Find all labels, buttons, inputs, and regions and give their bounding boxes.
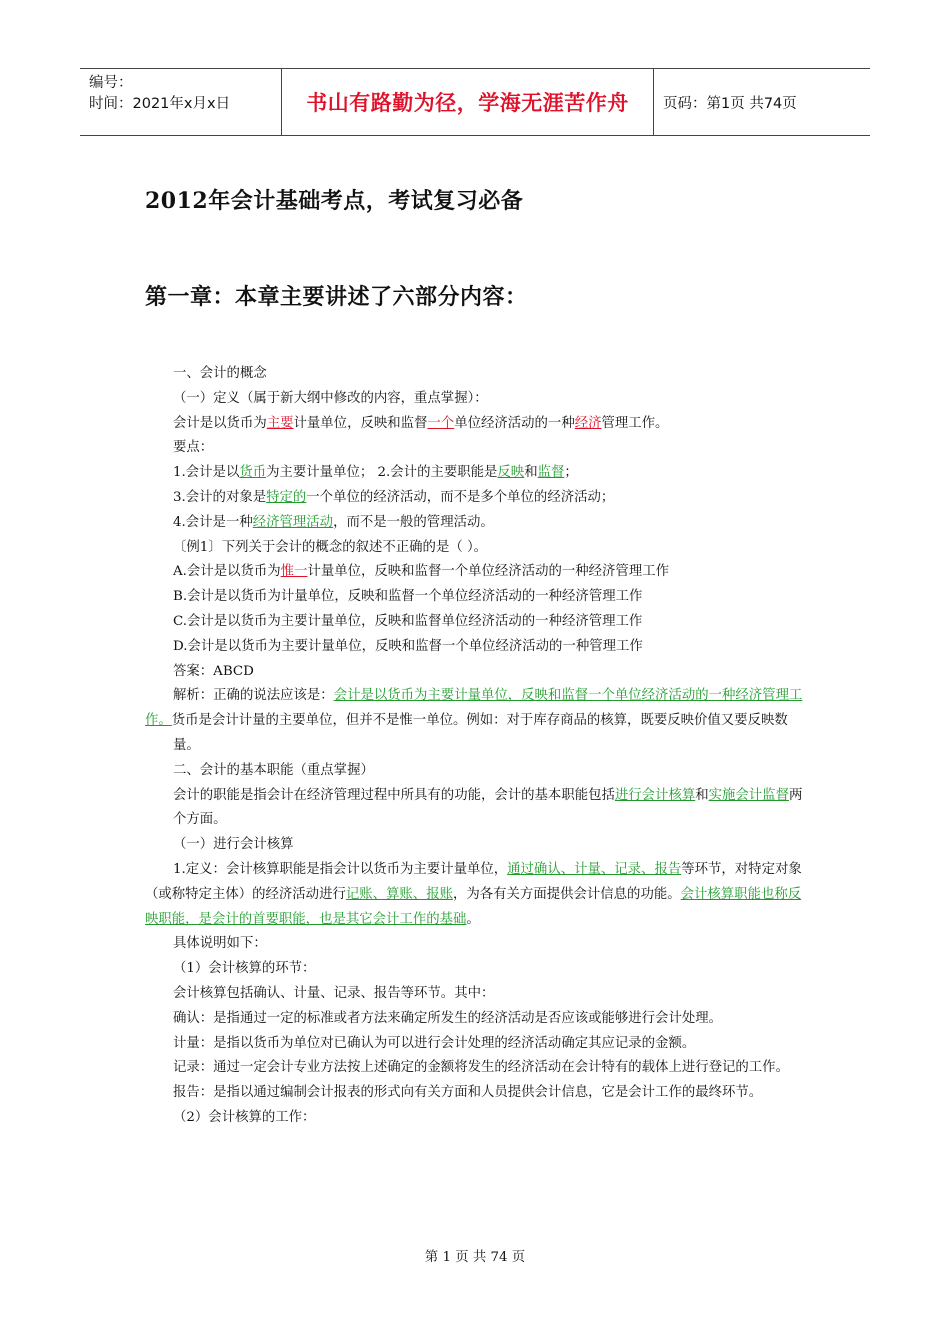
page-footer: 第 1 页 共 74 页: [424, 1250, 526, 1265]
paragraph: （2）会计核算的工作：: [173, 1109, 316, 1125]
header-motto: 书山有路勤为径，学海无涯苦作舟: [282, 69, 654, 135]
highlight-green: 进行会计核算: [614, 787, 696, 803]
chapter-title: 第一章：本章主要讲述了六部分内容：: [145, 284, 528, 310]
header-page-info: 页码：第1页 共74页: [663, 95, 797, 112]
paragraph: 个方面。: [173, 812, 227, 828]
subsection-heading: （一）定义（属于新大纲中修改的内容，重点掌握）：: [173, 390, 488, 406]
text: ，为各有关方面提供会计信息的功能。: [452, 886, 681, 902]
analysis: [145, 684, 807, 734]
paragraph: [145, 486, 807, 511]
text: 货币是会计计量的主要单位，但并不是惟一单位。例如：对于库存商品的核算，既要反映价值又要反映数: [171, 713, 788, 729]
paragraph: [145, 858, 807, 932]
answer: 答案：ABCD: [173, 663, 254, 679]
highlight-green: 记账、算账、报账: [345, 886, 453, 902]
text: 一个单位的经济活动，而不是多个单位的经济活动；: [306, 489, 615, 505]
text: 和: [524, 465, 538, 481]
text: 管理工作。: [601, 415, 669, 431]
example-question: 〔例1〕下列关于会计的概念的叙述不正确的是（ ）。: [173, 539, 488, 555]
text: 单位经济活动的一种: [454, 415, 575, 431]
text: 会计的职能是指会计在经济管理过程中所具有的功能，会计的基本职能包括: [173, 787, 615, 803]
header-number: 编号：: [89, 75, 133, 91]
highlight-red: 主要: [266, 415, 294, 431]
highlight-green: 实施会计监督: [708, 787, 789, 803]
text: 会计是以货币为: [173, 415, 267, 431]
highlight-green: 反映: [497, 465, 525, 481]
paragraph: 要点：: [173, 440, 214, 456]
header-time: 时间：2021年x月x日: [89, 96, 231, 112]
text: 等环节，对特定对象（或称特定主体）的经济活动进行: [145, 861, 802, 902]
highlight-red: 惟一: [280, 564, 308, 580]
text: 和: [695, 787, 709, 803]
subsection-heading: （一）进行会计核算: [173, 837, 294, 853]
highlight-green: 货币: [239, 465, 267, 481]
highlight-green: 会计核算职能也称反映职能，是会计的首要职能，也是其它会计工作的基础: [145, 886, 802, 927]
text: ，而不是一般的管理活动。: [333, 514, 494, 530]
highlight-green: 特定的: [266, 489, 307, 505]
section-heading: 一、会计的概念: [173, 366, 267, 381]
document-title: 2012年会计基础考点，考试复习必备: [145, 188, 524, 214]
paragraph: [145, 784, 807, 809]
paragraph: 计量：是指以货币为单位对已确认为可以进行会计处理的经济活动确定其应记录的金额。: [173, 1035, 696, 1051]
option-d: D.会计是以货币为主要计量单位，反映和监督一个单位经济活动的一种管理工作: [173, 638, 643, 654]
paragraph: （1）会计核算的环节：: [173, 961, 316, 977]
paragraph: 记录：通过一定会计专业方法按上述确定的金额将发生的经济活动在会计特有的载体上进行登记的工作。: [173, 1060, 789, 1076]
highlight-green: 会计是以货币为主要计量单位，反映和监督一个单位经济活动的一种经济管理工作。: [145, 688, 803, 729]
text: 1.会计是以: [173, 465, 240, 481]
paragraph: 量。: [173, 737, 200, 753]
text: ；: [564, 465, 578, 481]
highlight-red: 经济: [574, 415, 602, 431]
paragraph: 会计核算包括确认、计量、记录、报告等环节。其中：: [173, 985, 495, 1001]
highlight-green: 监督: [537, 465, 565, 481]
text: 计量单位，反映和监督: [293, 415, 428, 431]
section-heading: 二、会计的基本职能（重点掌握）: [173, 762, 374, 778]
highlight-red: 一个: [427, 415, 455, 431]
option-a: [145, 560, 807, 585]
paragraph: [145, 511, 807, 536]
text: 1.定义：会计核算职能是指会计以货币为主要计量单位，: [173, 861, 508, 877]
text: 两: [788, 787, 803, 803]
text: 为主要计量单位； 2.会计的主要职能是: [266, 465, 498, 481]
option-c: C.会计是以货币为主要计量单位，反映和监督单位经济活动的一种经济管理工作: [173, 613, 643, 629]
text: 。: [466, 911, 480, 927]
paragraph: 报告：是指以通过编制会计报表的形式向有关方面和人员提供会计信息，它是会计工作的最终环节。: [173, 1085, 763, 1101]
text: 计量单位，反映和监督一个单位经济活动的一种经济管理工作: [307, 564, 669, 580]
text: 解析：正确的说法应该是：: [173, 688, 334, 704]
header-meta: [80, 69, 282, 135]
text: 3.会计的对象是: [173, 489, 267, 505]
paragraph: 确认：是指通过一定的标准或者方法来确定所发生的经济活动是否应该或能够进行会计处理。: [173, 1010, 723, 1026]
document-body: [145, 362, 807, 1131]
page-header: [80, 68, 870, 136]
paragraph: 具体说明如下：: [173, 936, 267, 952]
highlight-green: 通过确认、计量、记录、报告: [507, 861, 682, 877]
paragraph: [145, 412, 807, 437]
text: 4.会计是一种: [173, 514, 253, 530]
highlight-green: 经济管理活动: [252, 514, 334, 530]
text: A.会计是以货币为: [173, 564, 281, 580]
paragraph: [145, 461, 807, 486]
option-b: B.会计是以货币为计量单位，反映和监督一个单位经济活动的一种经济管理工作: [173, 589, 643, 605]
